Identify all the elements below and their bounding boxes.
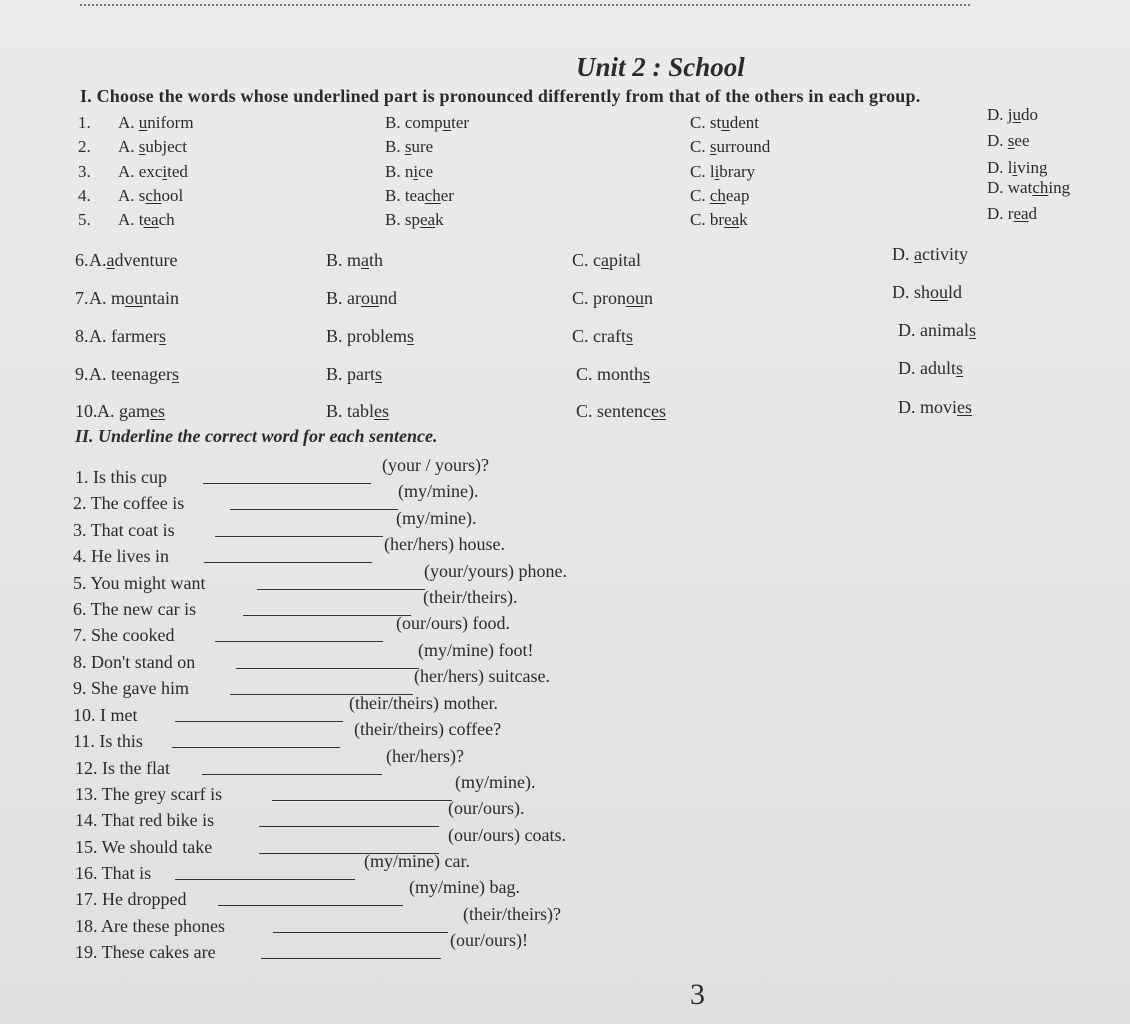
option-text: niform — [147, 113, 194, 132]
option-text: urround — [716, 137, 771, 156]
word-choices: (my/mine). — [396, 508, 477, 528]
option-text: pital — [609, 250, 641, 270]
sentence-stem: 18. Are these phones — [75, 916, 225, 936]
word-choices: (her/hers) suitcase. — [414, 666, 550, 686]
option-b — [326, 364, 382, 385]
option-text: d — [1028, 204, 1038, 223]
option-a — [89, 364, 179, 385]
option-c — [572, 326, 633, 347]
option-text: C. c — [572, 250, 601, 270]
option-c — [576, 401, 666, 422]
underlined-part: es — [957, 397, 973, 417]
underlined-part: ea — [419, 210, 436, 229]
answer-blank[interactable] — [273, 932, 448, 933]
option-c — [690, 113, 759, 133]
word-choices: (our/ours) food. — [396, 613, 510, 633]
underlined-part: s — [625, 326, 633, 346]
option-text: D. movi — [898, 397, 958, 417]
option-b — [385, 210, 444, 230]
underlined-part: ch — [424, 186, 441, 205]
underlined-part: a — [106, 250, 115, 270]
underlined-part: s — [138, 137, 146, 156]
question-number: 4. — [78, 186, 91, 205]
option-text: A. — [118, 137, 139, 156]
option-text: k — [739, 210, 748, 229]
sentence-stem: 4. He lives in — [73, 546, 169, 566]
option-text: nd — [379, 288, 397, 308]
underlined-part: s — [404, 137, 412, 156]
word-choices: (our/ours). — [448, 798, 525, 818]
underlined-part: i — [413, 162, 419, 181]
option-text: A. farmer — [89, 326, 159, 346]
option-b — [326, 326, 414, 347]
answer-blank[interactable] — [215, 536, 383, 537]
sentence-stem: 3. That coat is — [73, 520, 175, 540]
answer-blank[interactable] — [230, 509, 398, 510]
sentence-stem: 17. He dropped — [75, 889, 187, 909]
option-text: C. l — [690, 162, 715, 181]
option-text: D. l — [987, 158, 1013, 177]
option-d — [987, 178, 1070, 198]
option-b — [385, 186, 454, 206]
answer-blank[interactable] — [259, 826, 439, 827]
option-a — [118, 113, 194, 133]
underlined-part: ou — [361, 288, 379, 308]
option-text: A. t — [118, 210, 144, 229]
option-text: B. sp — [385, 210, 420, 229]
word-choices: (her/hers)? — [386, 746, 464, 766]
option-text: D. — [892, 244, 914, 264]
underlined-part: u — [442, 113, 452, 132]
underlined-part: ea — [724, 210, 740, 229]
underlined-part: s — [643, 364, 651, 384]
underlined-part: i — [162, 162, 168, 181]
answer-blank[interactable] — [202, 774, 382, 775]
word-choices: (their/theirs). — [423, 587, 518, 607]
top-dotted-line — [80, 4, 970, 6]
underlined-part: s — [1007, 131, 1015, 150]
underlined-part: s — [407, 326, 415, 346]
word-choices: (my/mine) bag. — [409, 877, 520, 897]
option-text: B. — [385, 137, 405, 156]
word-choices: (their/theirs)? — [463, 904, 561, 924]
option-a — [118, 137, 187, 157]
option-text: B. ar — [326, 288, 361, 308]
question-number: 5. — [78, 210, 91, 229]
option-d — [892, 244, 968, 265]
option-b — [326, 401, 389, 422]
option-text: D. animal — [898, 320, 969, 340]
option-text: eap — [725, 186, 750, 205]
section1-heading: I. Choose the words whose underlined part is pronounced differently from that of the others in each group. — [80, 86, 921, 106]
option-c — [690, 162, 755, 182]
underlined-part: u — [1012, 105, 1021, 124]
underlined-part: s — [956, 358, 964, 378]
option-text: ld — [948, 282, 963, 302]
underlined-part: i — [714, 162, 720, 181]
question-number: 10. — [75, 401, 98, 421]
option-d — [892, 282, 962, 303]
option-text: k — [435, 210, 444, 229]
option-text: D. — [987, 131, 1008, 150]
option-text: C. — [690, 186, 710, 205]
underlined-part: a — [601, 250, 609, 270]
answer-blank[interactable] — [204, 562, 372, 563]
word-choices: (my/mine) car. — [364, 851, 470, 871]
question-number: 3. — [78, 162, 91, 181]
option-a — [89, 326, 166, 347]
sentence-stem: 6. The new car is — [73, 599, 197, 619]
sentence-stem: 1. Is this cup — [75, 467, 167, 487]
option-text: brary — [719, 162, 756, 181]
option-c — [690, 210, 748, 230]
option-c — [572, 288, 653, 309]
option-text: A. — [118, 113, 139, 132]
option-a — [97, 401, 165, 422]
underlined-part: ou — [125, 288, 143, 308]
option-text: C. br — [690, 210, 724, 229]
underlined-part: s — [375, 364, 383, 384]
underlined-part: s — [171, 364, 179, 384]
underlined-part: ch — [709, 186, 726, 205]
option-text: ted — [167, 162, 188, 181]
underlined-part: a — [914, 244, 922, 264]
option-c — [690, 137, 770, 157]
option-d — [987, 131, 1030, 151]
option-b — [385, 162, 433, 182]
option-text: C. sentenc — [576, 401, 651, 421]
option-d — [898, 358, 963, 379]
question-number: 9. — [75, 364, 89, 384]
option-b — [385, 113, 469, 133]
answer-blank[interactable] — [218, 905, 403, 906]
option-text: ing — [1048, 178, 1071, 197]
underlined-part: ch — [145, 186, 162, 205]
underlined-part: ch — [1032, 178, 1049, 197]
word-choices: (our/ours) coats. — [448, 825, 566, 845]
sentence-stem: 14. That red bike is — [75, 810, 215, 830]
option-text: C. craft — [572, 326, 626, 346]
word-choices: (your / yours)? — [382, 455, 489, 475]
option-text: D. j — [987, 105, 1013, 124]
underlined-part: s — [968, 320, 976, 340]
answer-blank[interactable] — [215, 641, 383, 642]
answer-blank[interactable] — [257, 589, 425, 590]
option-d — [898, 320, 976, 341]
sentence-stem: 2. The coffee is — [73, 493, 185, 513]
word-choices: (my/mine). — [398, 481, 479, 501]
sentence-stem: 13. The grey scarf is — [75, 784, 223, 804]
underlined-part: a — [361, 250, 370, 270]
word-choices: (our/ours)! — [450, 930, 528, 950]
word-choices: (their/theirs) coffee? — [354, 719, 502, 739]
sentence-stem: 16. That is — [75, 863, 152, 883]
option-text: A. exc — [118, 162, 163, 181]
question-number: 8. — [75, 326, 89, 346]
sentence-stem: 11. Is this — [73, 731, 143, 751]
word-choices: (her/hers) house. — [384, 534, 505, 554]
option-c — [576, 364, 650, 385]
underlined-part: s — [709, 137, 717, 156]
answer-blank[interactable] — [175, 721, 343, 722]
option-text: D. wat — [987, 178, 1033, 197]
option-a — [118, 210, 175, 230]
option-text: B. tabl — [326, 401, 374, 421]
sentence-stem: 19. These cakes are — [75, 942, 216, 962]
underlined-part: i — [1012, 158, 1018, 177]
answer-blank[interactable] — [272, 800, 452, 801]
option-a — [89, 250, 177, 271]
sentence-stem: 10. I met — [73, 705, 138, 725]
option-text: er — [440, 186, 454, 205]
option-text: ce — [418, 162, 434, 181]
underlined-part: es — [374, 401, 389, 421]
underlined-part: u — [721, 113, 730, 132]
answer-blank[interactable] — [172, 747, 340, 748]
sentence-stem: 8. Don't stand on — [73, 652, 196, 672]
option-text: A. m — [89, 288, 125, 308]
answer-blank[interactable] — [236, 668, 419, 669]
answer-blank[interactable] — [243, 615, 411, 616]
option-c — [690, 186, 749, 206]
sentence-stem: 5. You might want — [73, 573, 206, 593]
option-text: ee — [1014, 131, 1030, 150]
question-number: 2. — [78, 137, 91, 156]
option-text: ubject — [145, 137, 187, 156]
underlined-part: u — [138, 113, 148, 132]
question-number: 7. — [75, 288, 89, 308]
option-text: ctivity — [922, 244, 968, 264]
option-text: A. gam — [97, 401, 150, 421]
underlined-part: es — [150, 401, 165, 421]
underlined-part: ou — [626, 288, 644, 308]
word-choices: (their/theirs) mother. — [349, 693, 498, 713]
option-text: ure — [411, 137, 434, 156]
option-text: A. — [89, 250, 107, 270]
underlined-part: es — [650, 401, 666, 421]
option-text: ter — [451, 113, 470, 132]
page-title: Unit 2 : School — [576, 52, 745, 82]
option-text: ool — [161, 186, 184, 205]
option-d — [898, 397, 972, 418]
option-text: ving — [1017, 158, 1048, 177]
page-number: 3 — [690, 978, 705, 1011]
option-d — [987, 204, 1037, 224]
option-text: B. m — [326, 250, 362, 270]
answer-blank[interactable] — [203, 483, 371, 484]
option-text: B. n — [385, 162, 414, 181]
option-text: B. tea — [385, 186, 425, 205]
option-b — [326, 250, 383, 271]
underlined-part: ea — [1013, 204, 1029, 223]
sentence-stem: 7. She cooked — [73, 625, 175, 645]
option-text: D. r — [987, 204, 1014, 223]
word-choices: (your/yours) phone. — [424, 561, 567, 581]
word-choices: (my/mine) foot! — [418, 640, 534, 660]
option-text: A. s — [118, 186, 146, 205]
option-b — [326, 288, 397, 309]
sentence-stem: 9. She gave him — [73, 678, 189, 698]
option-text: D. sh — [892, 282, 931, 302]
option-text: dent — [729, 113, 759, 132]
option-text: do — [1021, 105, 1038, 124]
underlined-part: s — [158, 326, 166, 346]
question-number: 1. — [78, 113, 91, 132]
option-a — [118, 162, 188, 182]
question-number: 6. — [75, 250, 89, 270]
option-a — [118, 186, 183, 206]
option-d — [987, 105, 1038, 125]
option-b — [385, 137, 433, 157]
option-text: C. st — [690, 113, 722, 132]
option-a — [89, 288, 179, 309]
word-choices: (my/mine). — [455, 772, 536, 792]
answer-blank[interactable] — [175, 879, 355, 880]
underlined-part: ea — [143, 210, 159, 229]
section2-heading: II. Underline the correct word for each sentence. — [75, 426, 438, 446]
option-text: B. problem — [326, 326, 407, 346]
option-text: ntain — [143, 288, 179, 308]
option-d — [987, 158, 1047, 178]
option-text: C. pron — [572, 288, 626, 308]
underlined-part: ou — [930, 282, 949, 302]
option-text: A. teenager — [89, 364, 172, 384]
option-text: dventure — [114, 250, 178, 270]
option-text: C. — [690, 137, 710, 156]
option-text: B. part — [326, 364, 375, 384]
answer-blank[interactable] — [261, 958, 441, 959]
option-text: C. month — [576, 364, 644, 384]
option-text: ch — [158, 210, 175, 229]
option-text: D. adult — [898, 358, 956, 378]
option-text: B. comp — [385, 113, 443, 132]
option-text: th — [369, 250, 384, 270]
sentence-stem: 15. We should take — [75, 837, 213, 857]
option-c — [572, 250, 641, 271]
option-text: n — [644, 288, 653, 308]
sentence-stem: 12. Is the flat — [75, 758, 170, 778]
